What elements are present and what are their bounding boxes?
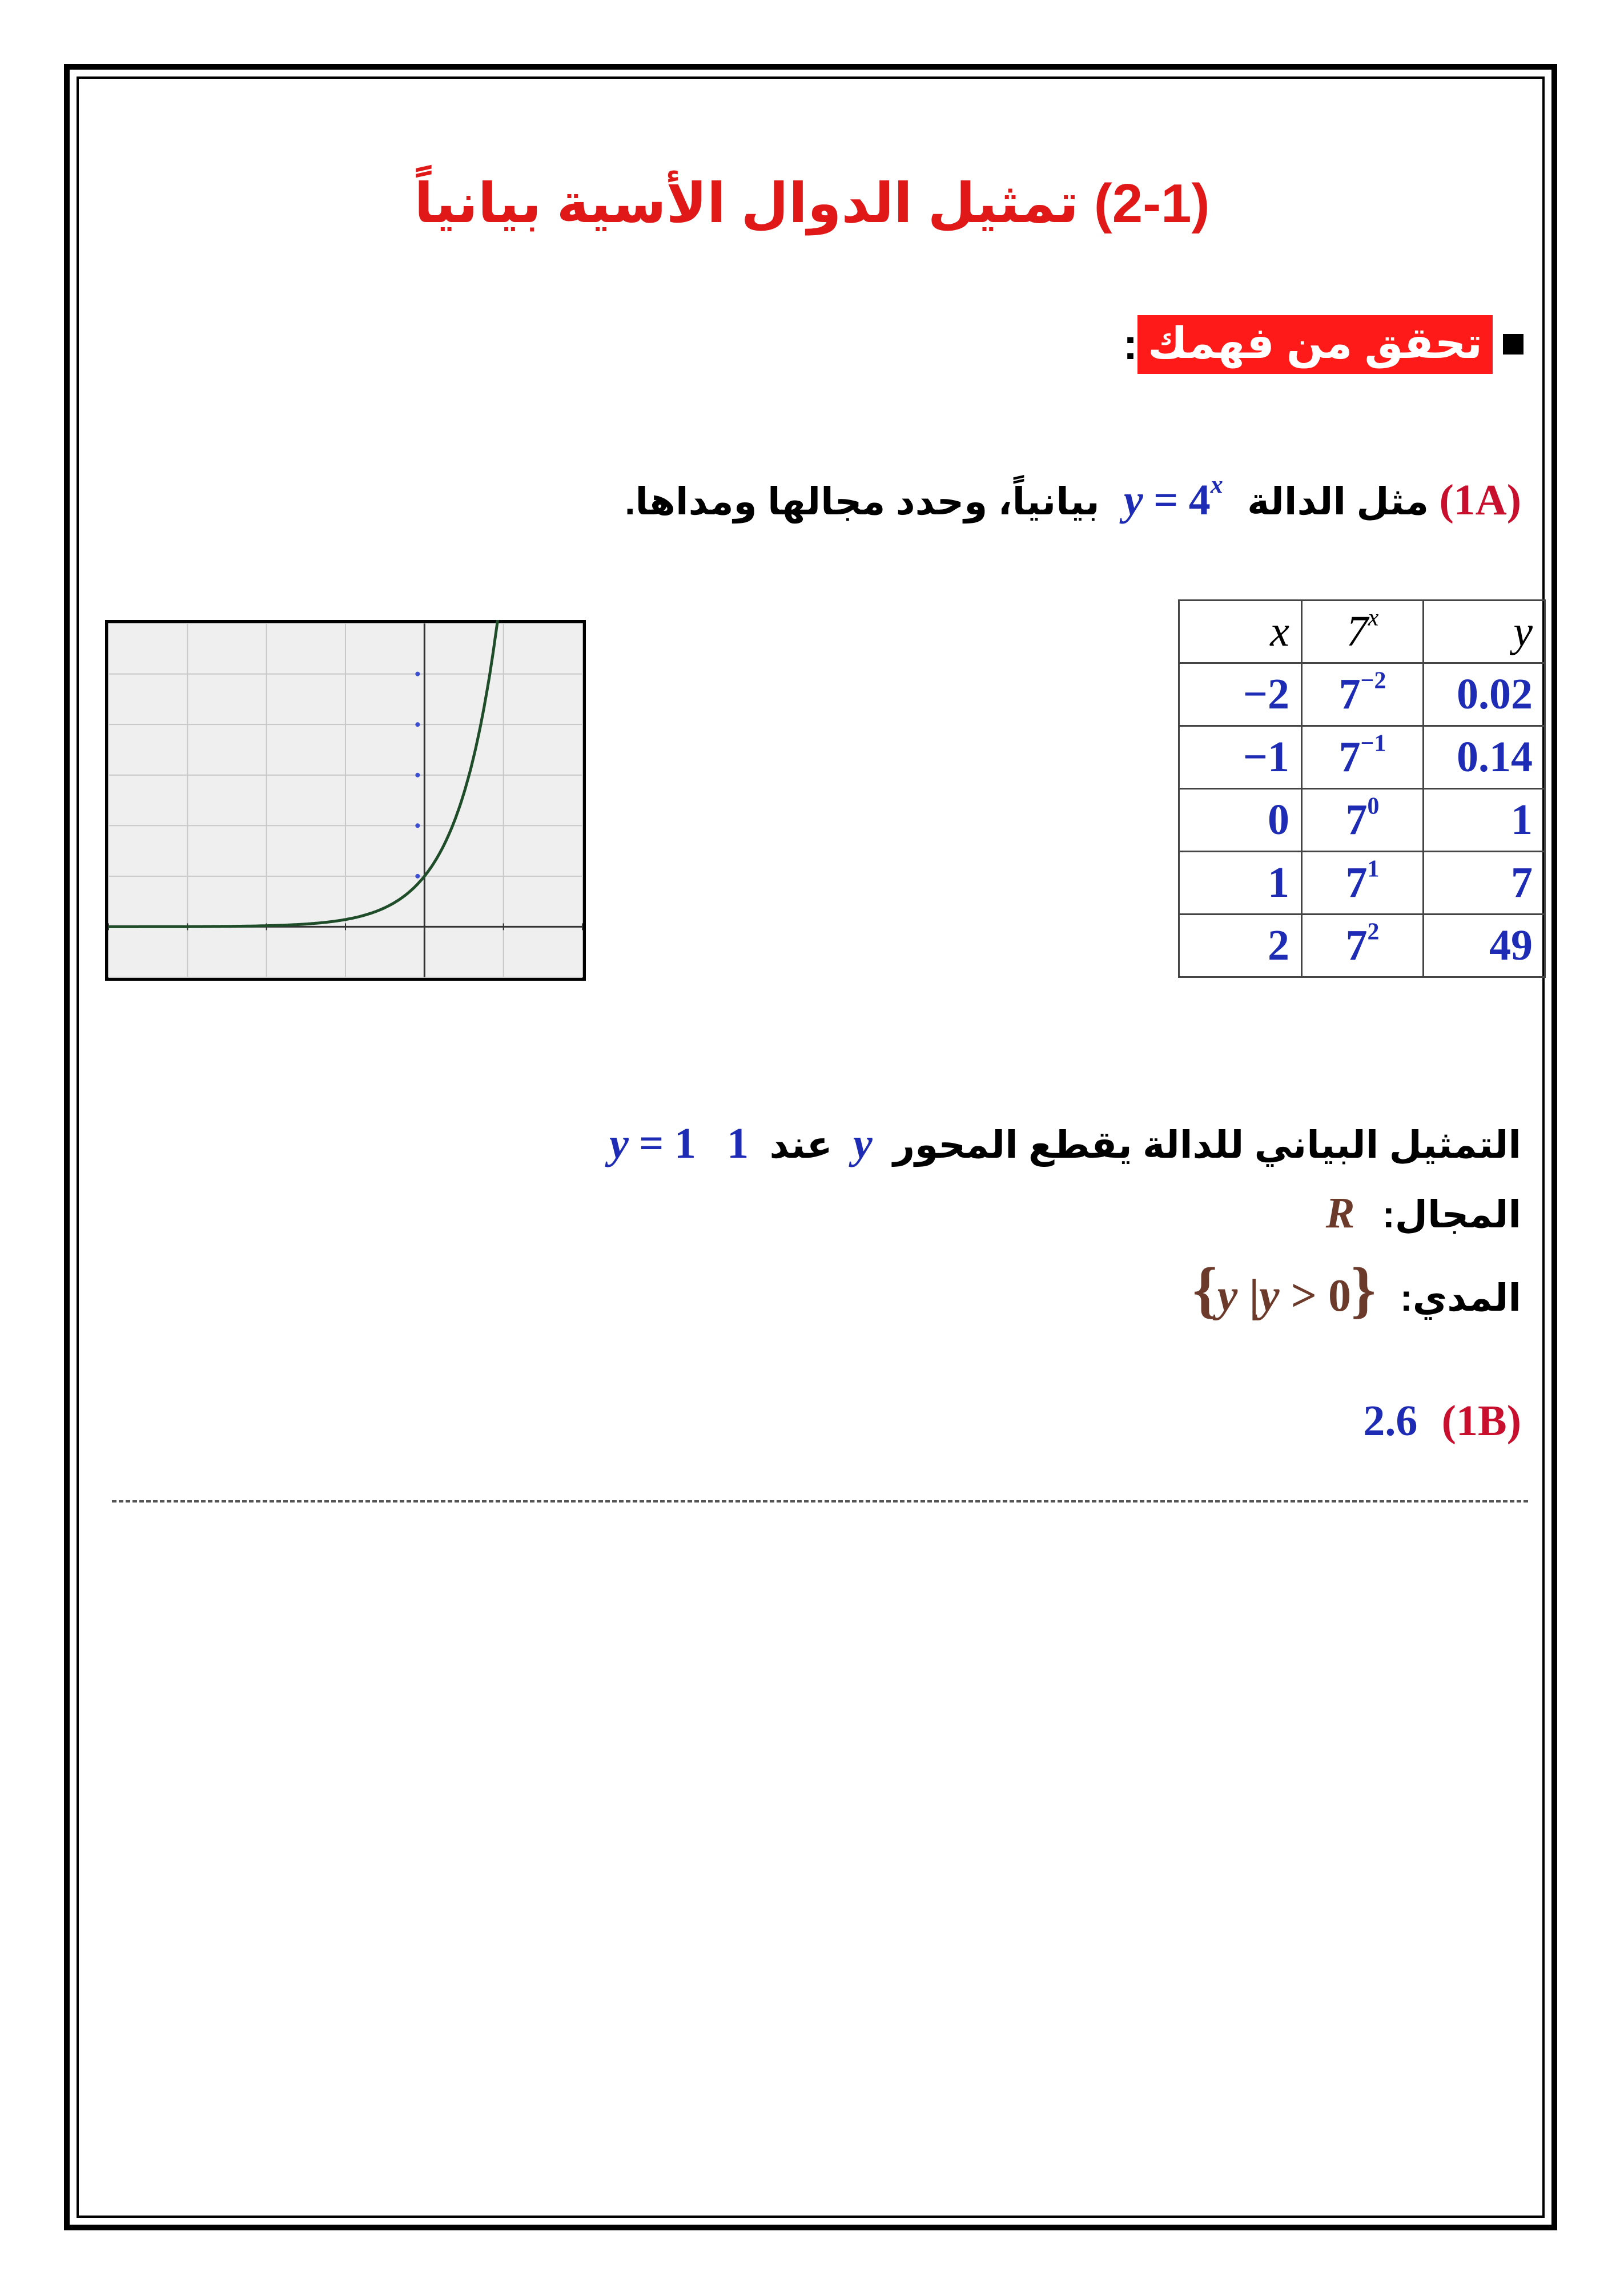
table-header-row xyxy=(1179,601,1545,663)
table-row: −1 $7^{-1}$ 0.14 xyxy=(1179,726,1545,789)
check-understanding-label: تحقق من فهمك xyxy=(1137,315,1493,374)
range-set: {y |y > 0} xyxy=(1192,1255,1376,1324)
table-row: 1 $7^1$ 7 xyxy=(1179,852,1545,915)
y-intercept-equation: y = 1 xyxy=(609,1119,696,1167)
y-axis-tick-mark xyxy=(415,874,420,879)
table-row: −2 $7^{-2}$ 0.02 xyxy=(1179,663,1545,726)
check-understanding-heading xyxy=(1123,313,1523,376)
question-1a-text-after: بيانياً، وحدد مجالها ومداها. xyxy=(625,480,1100,522)
range-statement: المدي: {y |y > 0} xyxy=(1192,1254,1521,1326)
y-axis-tick-mark xyxy=(415,773,420,778)
header-y: y xyxy=(1424,601,1545,663)
function-graph xyxy=(105,620,586,981)
domain-statement: المجال: R xyxy=(1325,1189,1521,1237)
lesson-title: (2-1) تمثيل الدوال الأسية بيانياً xyxy=(414,173,1210,234)
question-1a-equation: y = 4$^x$ xyxy=(1124,470,1223,524)
y-axis-tick-mark xyxy=(415,722,420,727)
table-row: 2 $7^2$ 49 xyxy=(1179,915,1545,977)
question-1b-number: (1B) xyxy=(1441,1397,1521,1445)
y-axis-tick-mark xyxy=(415,672,420,676)
table-row: 0 $7^0$ 1 xyxy=(1179,789,1545,852)
header-x: x xyxy=(1179,601,1302,663)
section-divider xyxy=(112,1500,1528,1503)
values-table xyxy=(1178,599,1546,978)
check-understanding-colon: : xyxy=(1123,320,1138,369)
question-1a-text-before: مثل الدالة xyxy=(1247,480,1429,522)
question-1b xyxy=(1363,1396,1521,1446)
question-1a xyxy=(625,472,1521,530)
question-1a-number: (1A) xyxy=(1439,476,1521,524)
square-bullet-icon xyxy=(1503,334,1523,355)
header-expression: 7$^x$ xyxy=(1302,601,1424,663)
y-intercept-statement: التمثيل البياني للدالة يقطع المحور y عند 1 y = 1 xyxy=(609,1119,1521,1167)
y-axis-tick-mark xyxy=(415,823,420,828)
question-1b-answer: 2.6 xyxy=(1363,1397,1418,1445)
